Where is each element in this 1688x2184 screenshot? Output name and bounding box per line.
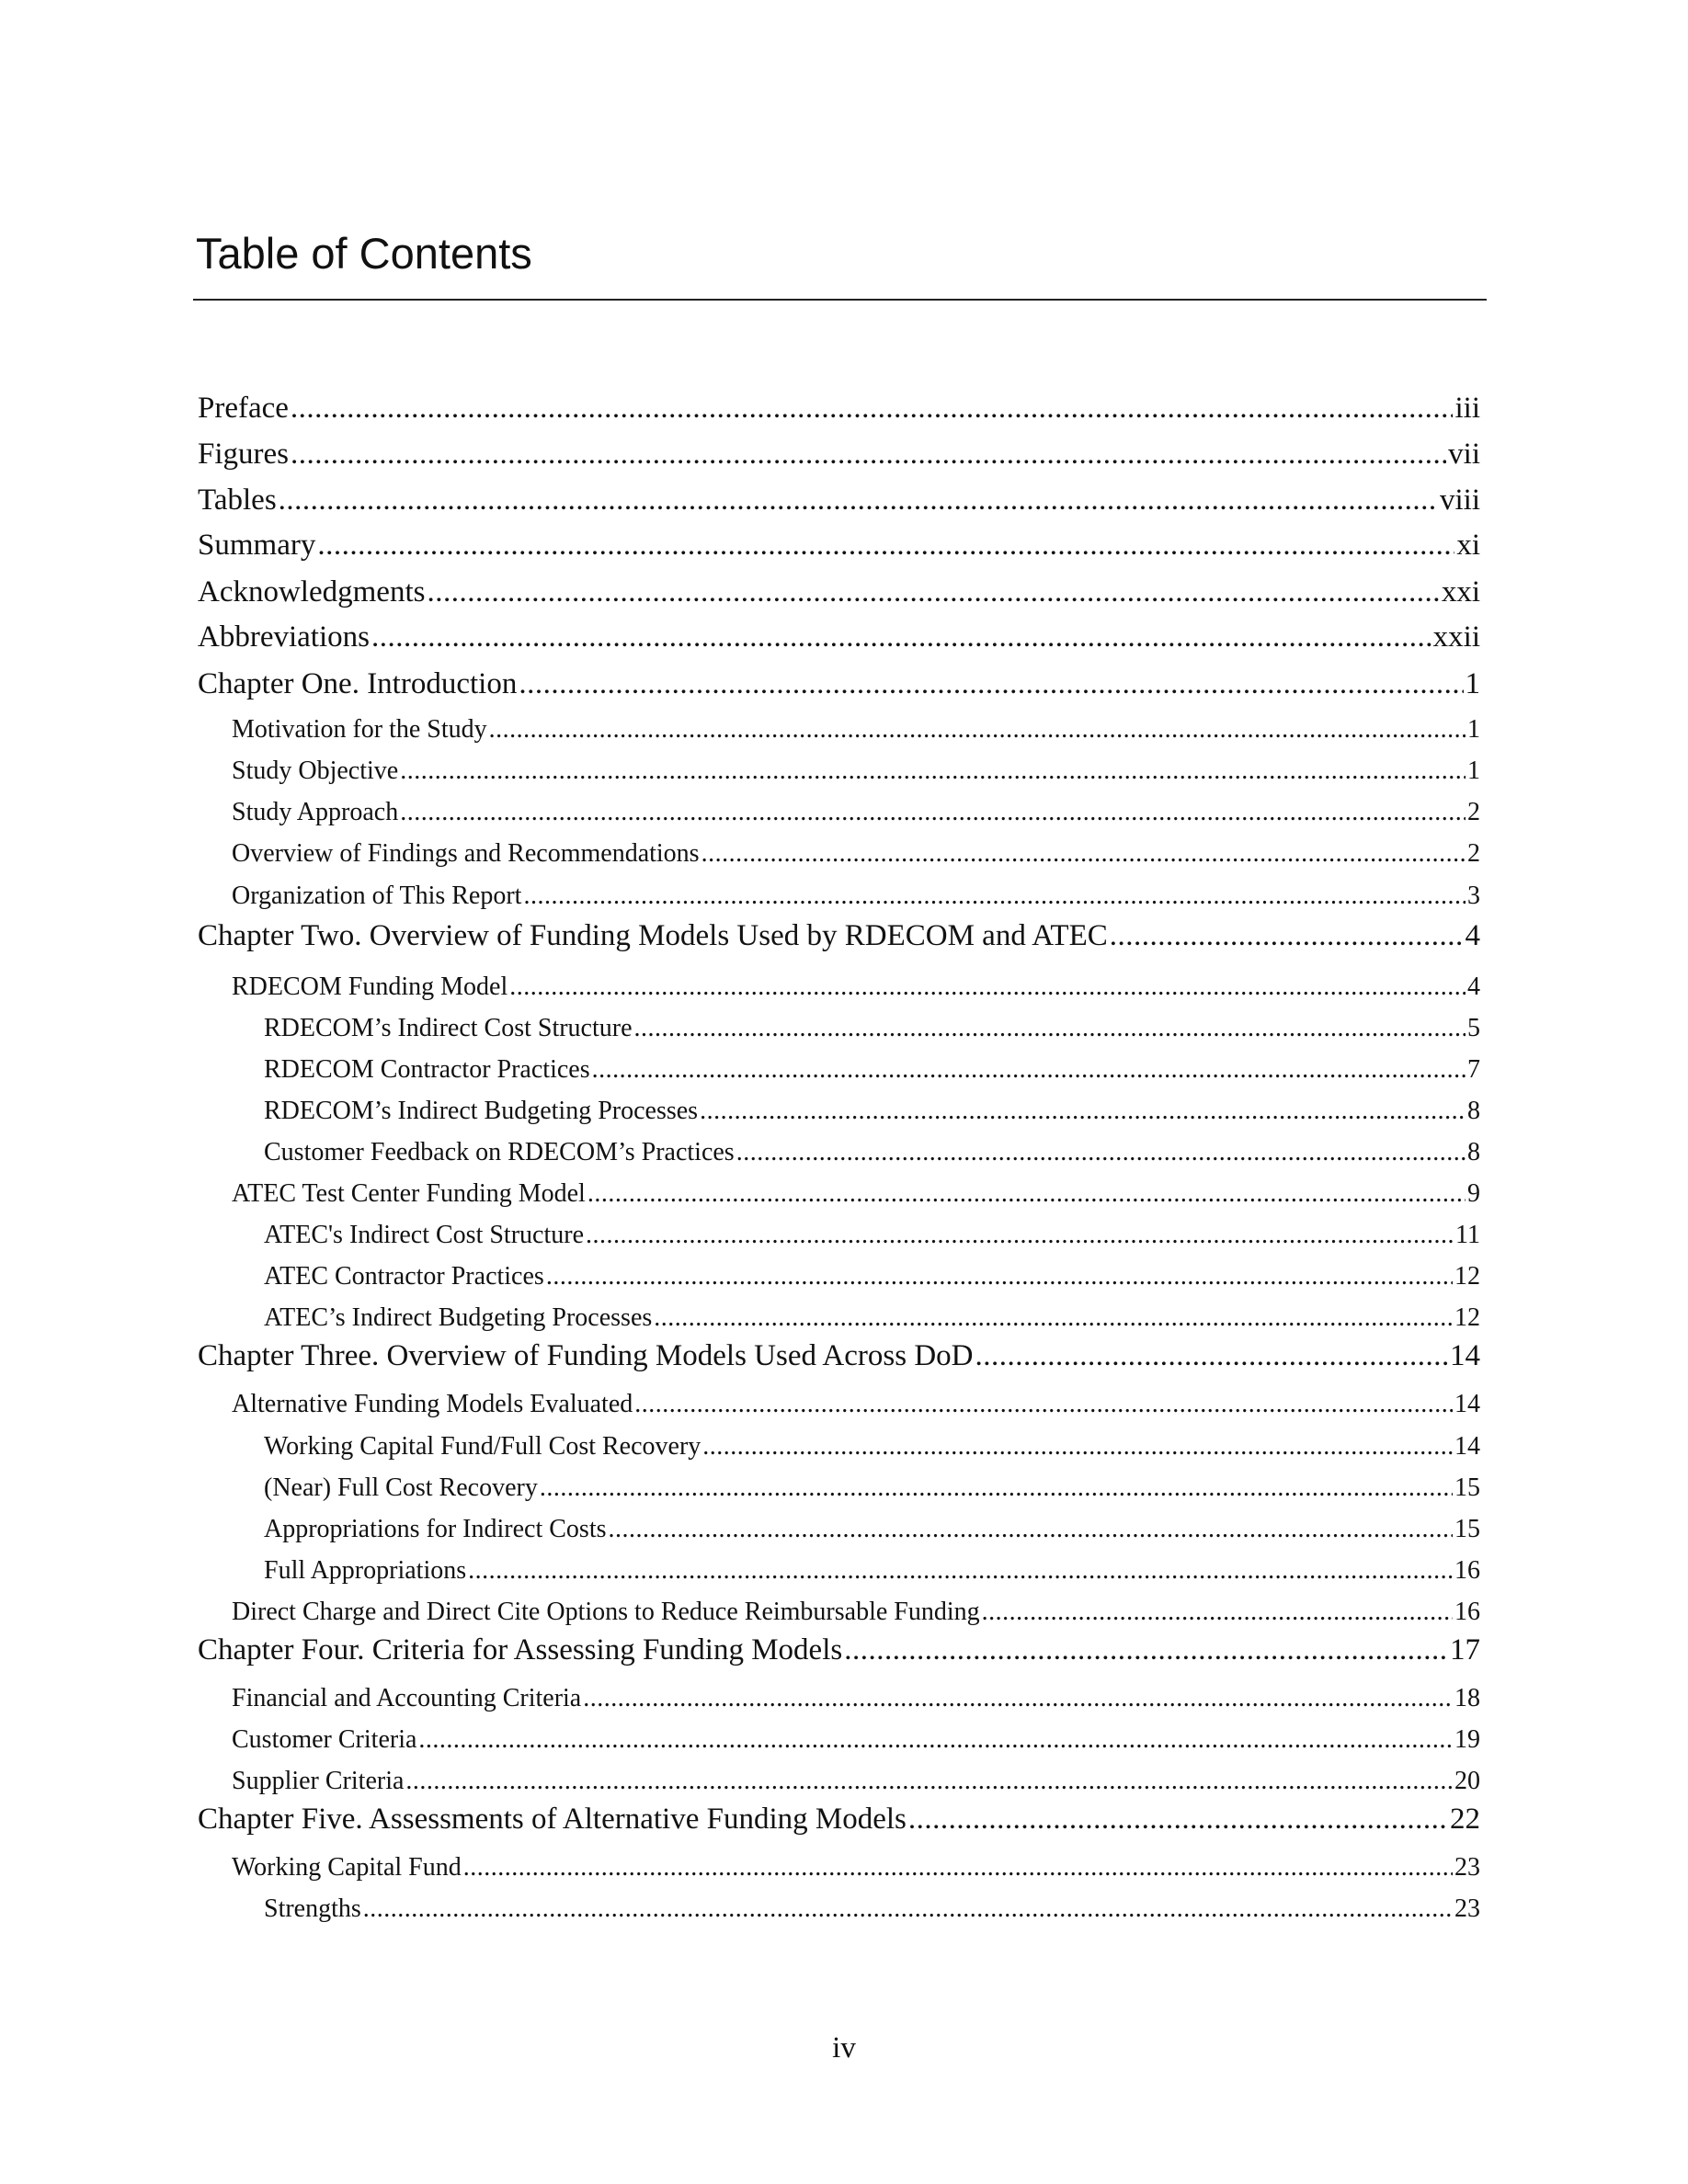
toc-entry[interactable] <box>198 483 1480 518</box>
toc-entry-title: RDECOM Contractor Practices <box>264 1055 590 1084</box>
toc-entry-page: 12 <box>1454 1303 1480 1332</box>
toc-entry[interactable] <box>264 1097 1480 1126</box>
toc-entry-title: Financial and Accounting Criteria <box>232 1684 582 1712</box>
page-title: Table of Contents <box>196 229 532 278</box>
toc-entry-page: 5 <box>1467 1014 1480 1042</box>
dot-leader <box>463 1853 1453 1883</box>
toc-entry[interactable] <box>232 1767 1480 1796</box>
toc-entry-title: ATEC Contractor Practices <box>264 1262 544 1291</box>
toc-entry-page: 1 <box>1465 667 1480 700</box>
toc-entry[interactable] <box>232 1853 1480 1883</box>
toc-entry-page: 22 <box>1450 1803 1480 1836</box>
toc-entry-title: Figures <box>198 438 289 471</box>
toc-entry[interactable] <box>198 575 1480 609</box>
toc-entry[interactable] <box>264 1303 1480 1333</box>
toc-entry-title: Study Objective <box>232 756 399 785</box>
toc-entry-page: 4 <box>1465 919 1480 952</box>
toc-entry-page: 8 <box>1467 1097 1480 1125</box>
toc-entry-page: 23 <box>1454 1853 1480 1882</box>
toc-entry-page: 1 <box>1467 715 1480 744</box>
toc-entry-title: Chapter One. Introduction <box>198 667 518 700</box>
toc-entry-page: 1 <box>1467 756 1480 785</box>
toc-entry-title: Chapter Three. Overview of Funding Models Used Across DoD <box>198 1339 974 1372</box>
toc-entry-title: RDECOM’s Indirect Cost Structure <box>264 1014 633 1042</box>
toc-entry[interactable] <box>264 1014 1480 1043</box>
toc-entry[interactable] <box>264 1473 1480 1503</box>
dot-leader <box>587 1179 1466 1209</box>
toc-entry[interactable] <box>232 882 1480 911</box>
toc-entry[interactable] <box>264 1515 1480 1544</box>
toc-entry-title: Summary <box>198 529 316 562</box>
toc-entry-title: Preface <box>198 392 289 425</box>
toc-entry[interactable] <box>232 1684 1480 1713</box>
toc-entry-title: Supplier Criteria <box>232 1767 405 1795</box>
dot-leader <box>489 715 1466 745</box>
dot-leader <box>702 1432 1453 1462</box>
toc-entry-page: 23 <box>1454 1894 1480 1923</box>
toc-entry-page: xi <box>1456 529 1480 562</box>
dot-leader <box>400 798 1466 827</box>
toc-entry[interactable] <box>264 1894 1480 1924</box>
dot-leader <box>586 1221 1454 1250</box>
dot-leader <box>975 1339 1449 1373</box>
dot-leader <box>583 1684 1453 1713</box>
dot-leader <box>634 1390 1453 1419</box>
toc-entry-page: 17 <box>1450 1633 1480 1666</box>
toc-entry-title: RDECOM’s Indirect Budgeting Processes <box>264 1097 699 1125</box>
toc-entry-title: ATEC's Indirect Cost Structure <box>264 1221 584 1249</box>
dot-leader <box>700 1097 1466 1126</box>
toc-entry-page: 2 <box>1467 798 1480 826</box>
toc-entry[interactable] <box>232 756 1480 786</box>
toc-entry-title: Working Capital Fund <box>232 1853 462 1882</box>
toc-entry[interactable] <box>264 1262 1480 1291</box>
toc-entry-title: Chapter Two. Overview of Funding Models Used by RDECOM and ATEC <box>198 919 1108 952</box>
toc-entry-page: 20 <box>1454 1767 1480 1795</box>
toc-entry-page: 15 <box>1454 1515 1480 1543</box>
toc-entry-page: 2 <box>1467 839 1480 868</box>
toc-entry-title: Working Capital Fund/Full Cost Recovery <box>264 1432 701 1461</box>
dot-leader <box>546 1262 1453 1291</box>
dot-leader <box>468 1556 1453 1586</box>
toc-entry[interactable] <box>198 438 1480 472</box>
dot-leader <box>418 1725 1453 1755</box>
dot-leader <box>291 392 1454 426</box>
toc-entry[interactable] <box>232 839 1480 869</box>
dot-leader <box>427 575 1439 609</box>
toc-entry[interactable] <box>198 620 1480 654</box>
toc-entry[interactable] <box>198 1633 1480 1667</box>
dot-leader <box>371 620 1431 654</box>
toc-entry[interactable] <box>232 715 1480 745</box>
toc-entry-page: 16 <box>1454 1556 1480 1585</box>
toc-entry[interactable] <box>232 1725 1480 1755</box>
toc-entry-page: 12 <box>1454 1262 1480 1291</box>
toc-entry-title: ATEC Test Center Funding Model <box>232 1179 586 1208</box>
toc-entry-page: 3 <box>1467 882 1480 910</box>
toc-entry[interactable] <box>232 1179 1480 1209</box>
toc-entry-page: 9 <box>1467 1179 1480 1208</box>
toc-entry[interactable] <box>198 529 1480 563</box>
toc-entry-title: Direct Charge and Direct Cite Options to Reduce Reimbursable Funding <box>232 1598 980 1626</box>
toc-entry[interactable] <box>232 798 1480 827</box>
toc-entry-title: Overview of Findings and Recommendations <box>232 839 700 868</box>
dot-leader <box>317 529 1454 563</box>
toc-entry-title: Customer Criteria <box>232 1725 417 1754</box>
toc-entry-title: Tables <box>198 483 277 517</box>
toc-entry-title: Customer Feedback on RDECOM’s Practices <box>264 1138 735 1166</box>
toc-entry-title: Motivation for the Study <box>232 715 487 744</box>
dot-leader <box>908 1803 1448 1837</box>
toc-entry[interactable] <box>198 919 1480 953</box>
toc-entry-page: 16 <box>1454 1598 1480 1626</box>
toc-entry[interactable] <box>264 1432 1480 1462</box>
dot-leader <box>982 1598 1453 1627</box>
toc-entry-title: Study Approach <box>232 798 399 826</box>
dot-leader <box>592 1055 1466 1085</box>
toc-entry-page: xxii <box>1432 620 1480 654</box>
toc-entry[interactable] <box>264 1138 1480 1167</box>
toc-entry[interactable] <box>198 1339 1480 1373</box>
toc-entry-page: 14 <box>1450 1339 1480 1372</box>
toc-entry-page: 8 <box>1467 1138 1480 1166</box>
toc-entry[interactable] <box>264 1556 1480 1586</box>
toc-entry-title: Abbreviations <box>198 620 370 654</box>
toc-entry-title: Chapter Five. Assessments of Alternative Funding Models <box>198 1803 907 1836</box>
toc-entry-title: (Near) Full Cost Recovery <box>264 1473 538 1502</box>
toc-entry[interactable] <box>264 1055 1480 1085</box>
dot-leader <box>701 839 1466 869</box>
toc-entry-page: 7 <box>1467 1055 1480 1084</box>
toc-entry-title: Appropriations for Indirect Costs <box>264 1515 607 1543</box>
toc-entry[interactable] <box>198 667 1480 701</box>
toc-entry-title: Full Appropriations <box>264 1556 467 1585</box>
toc-entry-title: ATEC’s Indirect Budgeting Processes <box>264 1303 653 1332</box>
toc-entry-page: 14 <box>1454 1432 1480 1461</box>
toc-entry-page: 19 <box>1454 1725 1480 1754</box>
toc-entry-title: Organization of This Report <box>232 882 522 910</box>
dot-leader <box>405 1767 1453 1796</box>
toc-entry-page: 14 <box>1454 1390 1480 1418</box>
dot-leader <box>363 1894 1453 1924</box>
dot-leader <box>609 1515 1454 1544</box>
dot-leader <box>844 1633 1448 1667</box>
dot-leader <box>523 882 1466 911</box>
toc-entry-page: 11 <box>1455 1221 1480 1249</box>
toc-entry-title: Strengths <box>264 1894 361 1923</box>
toc-entry[interactable] <box>232 1598 1480 1627</box>
toc-entry-page: 18 <box>1454 1684 1480 1712</box>
page-number: iv <box>832 2031 856 2065</box>
toc-entry-page: 15 <box>1454 1473 1480 1502</box>
dot-leader <box>400 756 1466 786</box>
toc-entry[interactable] <box>198 1803 1480 1837</box>
dot-leader <box>736 1138 1466 1167</box>
dot-leader <box>509 973 1466 1002</box>
toc-entry-title: Chapter Four. Criteria for Assessing Funding Models <box>198 1633 843 1666</box>
toc-entry-title: Acknowledgments <box>198 575 426 609</box>
toc-entry-page: vii <box>1448 438 1480 471</box>
dot-leader <box>519 667 1463 701</box>
toc-entry[interactable] <box>232 973 1480 1002</box>
toc-entry-title: RDECOM Funding Model <box>232 973 508 1001</box>
toc-entry-page: viii <box>1439 483 1480 517</box>
toc-entry-page: xxi <box>1441 575 1480 609</box>
dot-leader <box>654 1303 1453 1333</box>
dot-leader <box>291 438 1446 472</box>
toc-entry-page: 4 <box>1467 973 1480 1001</box>
toc-entry[interactable] <box>232 1390 1480 1419</box>
toc-entry-title: Alternative Funding Models Evaluated <box>232 1390 633 1418</box>
toc-entry[interactable] <box>198 392 1480 426</box>
dot-leader <box>634 1014 1466 1043</box>
dot-leader <box>279 483 1438 518</box>
dot-leader <box>1110 919 1464 953</box>
toc-entry-page: iii <box>1454 392 1480 425</box>
toc-entry[interactable] <box>264 1221 1480 1250</box>
dot-leader <box>540 1473 1453 1503</box>
